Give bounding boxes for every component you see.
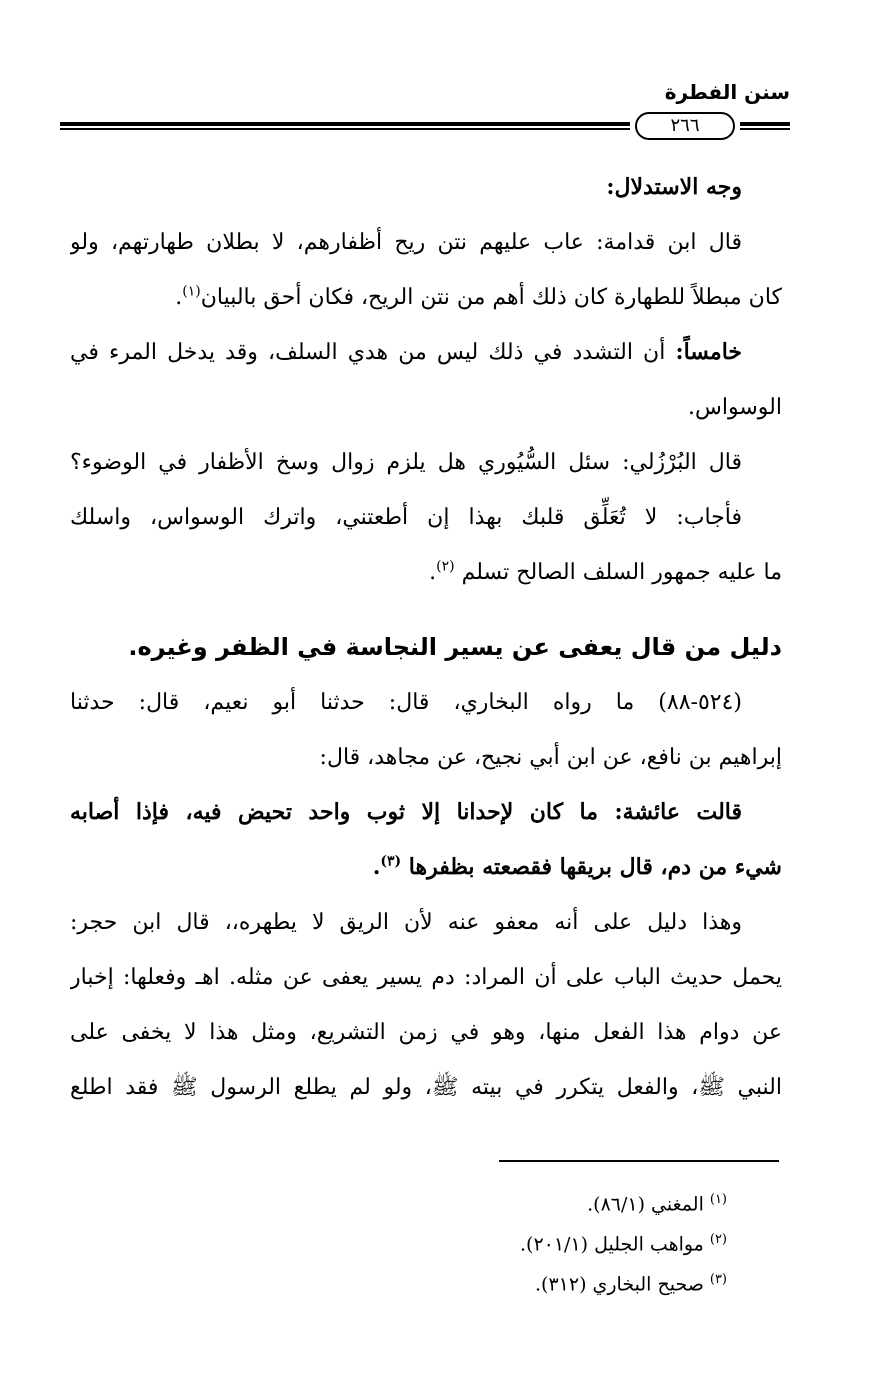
text-line: فأجاب: لا تُعَلِّق قلبك بهذا إن أطعتني، واترك الوسواس، واسلك bbox=[70, 505, 742, 530]
page-header bbox=[60, 70, 790, 140]
footnote-number: (٣) bbox=[709, 1272, 727, 1287]
text-line bbox=[70, 270, 782, 325]
text-line: الوسواس. bbox=[688, 395, 782, 420]
text-segment: أن التشدد في ذلك ليس من هدي السلف، وقد يدخل المرء في bbox=[70, 340, 676, 365]
footnote-ref-2: (٢) bbox=[436, 558, 455, 575]
text-line: يحمل حديث الباب على أن المراد: دم يسير يعفى عن مثله. اهـ وفعلها: إخبار bbox=[70, 965, 782, 990]
text-segment: . bbox=[175, 285, 183, 310]
text-segment: . bbox=[372, 854, 381, 880]
text-line: إبراهيم بن نافع، عن ابن أبي نجيح، عن مجاهد، قال: bbox=[319, 745, 782, 770]
header-rule-right bbox=[740, 122, 790, 130]
text-line: عن دوام هذا الفعل منها، وهو في زمن التشريع، ومثل هذا لا يخفى على bbox=[70, 1020, 782, 1045]
footnote-item bbox=[227, 1260, 727, 1300]
point-label: خامساً: bbox=[675, 339, 742, 365]
footnotes bbox=[227, 1180, 727, 1300]
footnote-text: المغني (٨٦/١). bbox=[587, 1193, 704, 1216]
section-subheading: وجه الاستدلال: bbox=[606, 174, 742, 200]
text-segment: ما عليه جمهور السلف الصالح تسلم bbox=[454, 560, 782, 585]
section-heading: دليل من قال يعفى عن يسير النجاسة في الظفر وغيره. bbox=[128, 633, 782, 661]
text-line: قال البُرْزُلي: سئل السُّيُوري هل يلزم زوال وسخ الأظفار في الوضوء؟ bbox=[70, 450, 742, 475]
footnote-ref-3: (٣) bbox=[380, 853, 402, 870]
text-line bbox=[70, 325, 782, 380]
text-line: النبي ﷺ، والفعل يتكرر في بيته ﷺ، ولو لم يطلع الرسول ﷺ فقد اطلع bbox=[70, 1075, 782, 1100]
footnote-item bbox=[227, 1180, 727, 1220]
footnote-ref-1: (١) bbox=[182, 283, 201, 300]
header-rule-left bbox=[60, 122, 630, 130]
footnote-text: صحيح البخاري (٣١٢). bbox=[534, 1273, 704, 1296]
footnote-number: (٢) bbox=[709, 1232, 727, 1247]
footnote-separator bbox=[499, 1160, 779, 1162]
text-segment: كان مبطلاً للطهارة كان ذلك أهم من نتن الريح، فكان أحق بالبيان bbox=[200, 285, 782, 310]
footnote-item bbox=[227, 1220, 727, 1260]
running-title: سنن الفطرة bbox=[664, 80, 790, 104]
text-segment: شيء من دم، قال بريقها فقصعته بظفرها bbox=[401, 854, 782, 880]
spacer bbox=[70, 600, 782, 620]
hadith-line: قالت عائشة: ما كان لإحدانا إلا ثوب واحد تحيض فيه، فإذا أصابه bbox=[70, 799, 742, 825]
text-line: قال ابن قدامة: عاب عليهم نتن ريح أظفارهم، لا بطلان طهارتهم، ولو bbox=[70, 230, 742, 255]
footnote-number: (١) bbox=[709, 1192, 727, 1207]
footnote-text: مواهب الجليل (٢٠١/١). bbox=[519, 1233, 704, 1256]
text-line: وهذا دليل على أنه معفو عنه لأن الريق لا يطهره،، قال ابن حجر: bbox=[70, 910, 742, 935]
text-line: (٥٢٤-٨٨) ما رواه البخاري، قال: حدثنا أبو نعيم، قال: حدثنا bbox=[70, 690, 742, 715]
hadith-line bbox=[70, 840, 782, 895]
page-number: ٢٦٦ bbox=[635, 112, 735, 140]
text-segment: . bbox=[429, 560, 437, 585]
main-text bbox=[70, 160, 782, 1115]
text-line bbox=[70, 545, 782, 600]
